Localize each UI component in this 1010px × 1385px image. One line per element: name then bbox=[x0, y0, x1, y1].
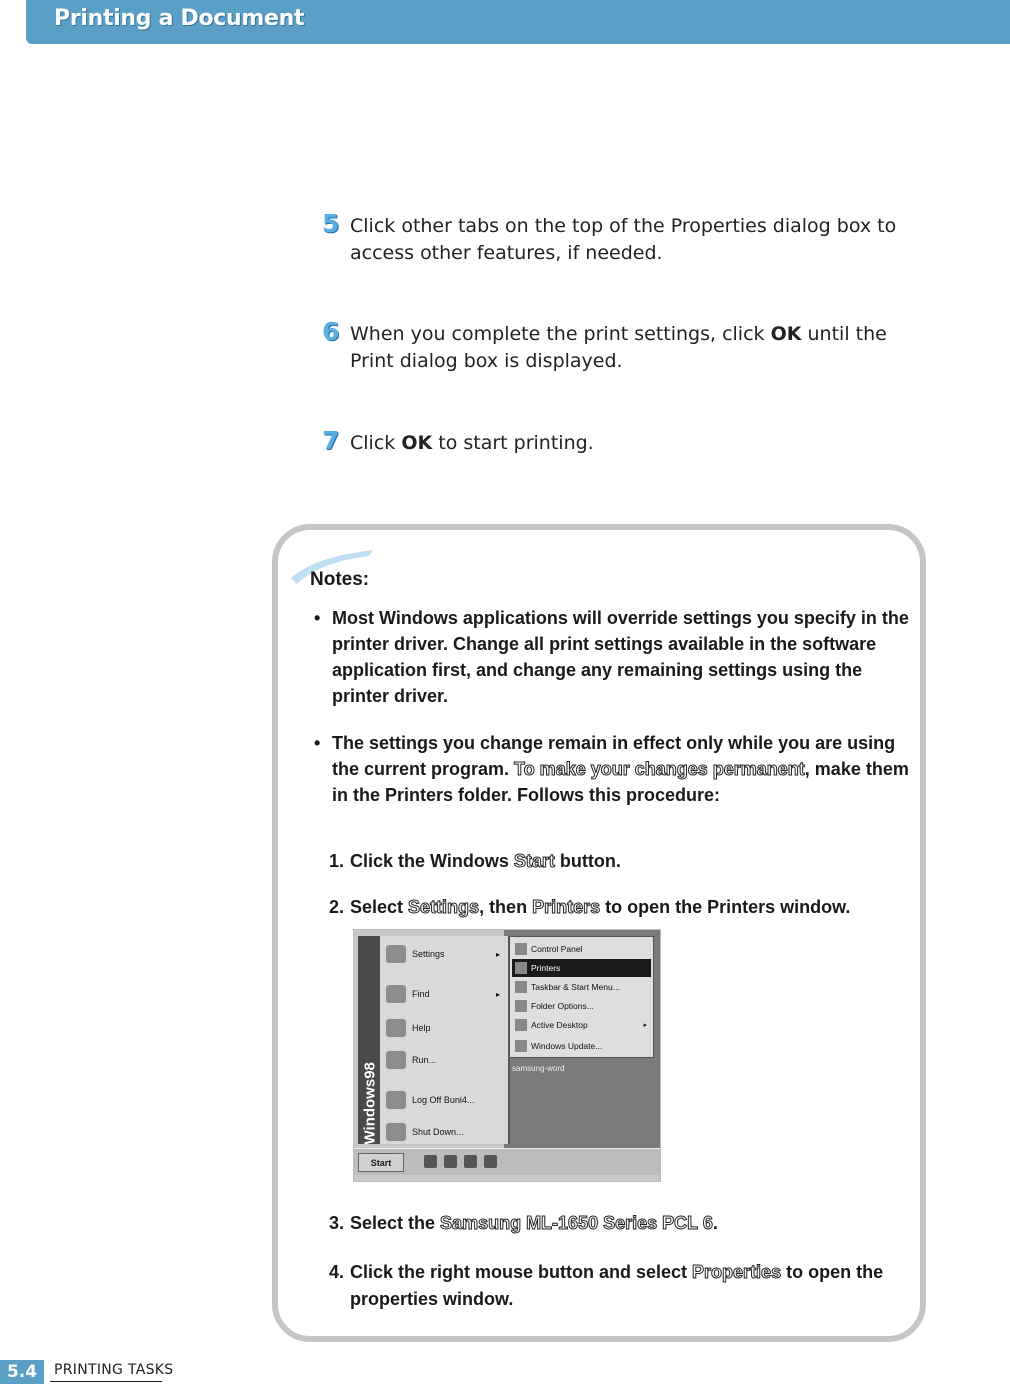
step-6 bbox=[322, 317, 922, 375]
section-name: PRINTING TASKS bbox=[54, 1362, 174, 1378]
notes-title: Notes: bbox=[310, 569, 370, 590]
note-2 bbox=[314, 730, 914, 808]
procedure-number: 2. bbox=[329, 897, 345, 917]
page-title: Printing a Document bbox=[54, 6, 305, 31]
desktop-icon-label: samsung-word bbox=[512, 1064, 565, 1073]
taskbar bbox=[354, 1148, 660, 1175]
windows-start-menu-screenshot bbox=[353, 929, 661, 1182]
active-desktop-icon bbox=[515, 1019, 527, 1031]
log-off-icon bbox=[386, 1091, 406, 1109]
start-menu-item[interactable] bbox=[386, 982, 504, 1006]
menu-label: Find bbox=[412, 989, 430, 999]
step-7 bbox=[322, 426, 922, 457]
procedure-text-part: Select bbox=[350, 897, 409, 917]
submenu-item[interactable] bbox=[512, 1037, 651, 1055]
menu-label: Help bbox=[412, 1023, 431, 1033]
procedure-emphasis: Settings bbox=[408, 897, 480, 917]
start-menu bbox=[380, 936, 510, 1144]
procedure-text bbox=[350, 894, 919, 921]
procedure-text bbox=[350, 848, 919, 875]
submenu-item[interactable] bbox=[512, 997, 651, 1015]
run-icon bbox=[386, 1051, 406, 1069]
page-number-badge: 5.4 bbox=[0, 1360, 44, 1384]
step-text: Click other tabs on the top of the Properties dialog box to access other features, if needed. bbox=[350, 215, 897, 264]
procedure-text-part: . bbox=[712, 1213, 718, 1233]
step-number: 6 bbox=[322, 317, 340, 346]
procedure-number: 4. bbox=[329, 1262, 345, 1282]
procedure-text bbox=[350, 1210, 919, 1237]
footer-divider bbox=[50, 1381, 162, 1382]
find-icon bbox=[386, 985, 406, 1003]
note-text: Most Windows applications will override settings you specify in the printer driver. Change all print settings available in the software application first, and change any remaining settings using the printer driver. bbox=[332, 608, 909, 706]
step-number: 5 bbox=[322, 209, 340, 238]
submenu-label: Active Desktop bbox=[531, 1020, 588, 1030]
procedure-emphasis: Start bbox=[513, 851, 555, 871]
start-menu-sidebar bbox=[358, 936, 380, 1144]
procedure-emphasis: Samsung ML-1650 Series PCL 6 bbox=[440, 1213, 713, 1233]
submenu-label: Control Panel bbox=[531, 944, 583, 954]
help-icon bbox=[386, 1019, 406, 1037]
menu-label: Run... bbox=[412, 1055, 437, 1065]
step-text-part: Click bbox=[350, 432, 402, 454]
step-text-part: to start printing. bbox=[432, 432, 594, 454]
start-button[interactable]: Start bbox=[358, 1153, 404, 1172]
procedure-emphasis: Properties bbox=[692, 1262, 782, 1282]
start-menu-item[interactable] bbox=[386, 1048, 504, 1072]
procedure-text-part: , then bbox=[479, 897, 533, 917]
procedure-text-part: to open the Printers window. bbox=[600, 897, 851, 917]
procedure-number: 3. bbox=[329, 1213, 345, 1233]
folder-options-icon bbox=[515, 1000, 527, 1012]
step-text bbox=[350, 321, 922, 375]
procedure-emphasis: Printers bbox=[532, 897, 601, 917]
chevron-right-icon: ▸ bbox=[643, 1022, 647, 1029]
note-text-part: The settings you change remain in effect only while you are using the current program. bbox=[332, 733, 896, 779]
bullet: • bbox=[314, 733, 321, 753]
windows-update-icon bbox=[515, 1040, 527, 1052]
procedure-text-part: button. bbox=[554, 851, 621, 871]
taskbar-icon bbox=[515, 981, 527, 993]
step-text-part: until the Print dialog box is displayed. bbox=[350, 323, 887, 372]
start-menu-item[interactable] bbox=[386, 1088, 504, 1112]
note-text-part: , make them in the Printers folder. Follows this procedure: bbox=[332, 759, 909, 805]
sidebar-label: Windows98 bbox=[361, 1062, 379, 1145]
submenu-item[interactable] bbox=[512, 978, 651, 996]
settings-submenu bbox=[509, 936, 654, 1058]
step-5 bbox=[322, 209, 922, 267]
quick-launch-icon[interactable] bbox=[444, 1155, 457, 1168]
procedure-step-4 bbox=[329, 1259, 919, 1313]
procedure-step-2 bbox=[329, 894, 919, 921]
procedure-text-part: Click the Windows bbox=[350, 851, 514, 871]
quick-launch-icon[interactable] bbox=[424, 1155, 437, 1168]
start-menu-item[interactable] bbox=[386, 1016, 504, 1040]
quick-launch-icon[interactable] bbox=[484, 1155, 497, 1168]
step-bold-ok: OK bbox=[770, 323, 802, 345]
control-panel-icon bbox=[515, 943, 527, 955]
procedure-text-part: to open the properties window. bbox=[350, 1262, 884, 1309]
procedure-step-3 bbox=[329, 1210, 919, 1237]
menu-label: Settings bbox=[412, 949, 445, 959]
procedure-number: 1. bbox=[329, 851, 345, 871]
chevron-right-icon: ▸ bbox=[495, 949, 500, 959]
settings-icon bbox=[386, 945, 406, 963]
step-text-part: When you complete the print settings, click bbox=[350, 323, 771, 345]
procedure-step-1 bbox=[329, 848, 919, 875]
procedure-text bbox=[350, 1259, 919, 1313]
note-text bbox=[332, 730, 914, 808]
submenu-item[interactable] bbox=[512, 940, 651, 958]
menu-label: Shut Down... bbox=[412, 1127, 464, 1137]
note-emphasis: To make your changes permanent bbox=[514, 759, 805, 779]
step-bold-ok: OK bbox=[401, 432, 433, 454]
submenu-item-printers[interactable] bbox=[512, 959, 651, 977]
menu-label: Log Off Buni4... bbox=[412, 1095, 475, 1105]
step-number: 7 bbox=[322, 426, 340, 455]
printers-icon bbox=[515, 962, 527, 974]
submenu-label: Taskbar & Start Menu... bbox=[531, 982, 620, 992]
chevron-right-icon: ▸ bbox=[495, 989, 500, 999]
procedure-text-part: Click the right mouse button and select bbox=[350, 1262, 693, 1282]
shut-down-icon bbox=[386, 1123, 406, 1141]
start-menu-item[interactable] bbox=[386, 1120, 504, 1144]
bullet: • bbox=[314, 608, 321, 628]
procedure-text-part: Select the bbox=[350, 1213, 441, 1233]
submenu-label: Folder Options... bbox=[531, 1001, 594, 1011]
quick-launch-icon[interactable] bbox=[464, 1155, 477, 1168]
submenu-label: Windows Update... bbox=[531, 1041, 603, 1051]
submenu-label: Printers bbox=[531, 963, 561, 973]
submenu-item[interactable] bbox=[512, 1016, 651, 1034]
note-1 bbox=[314, 605, 914, 709]
step-text bbox=[350, 430, 922, 457]
start-menu-item[interactable] bbox=[386, 942, 504, 966]
